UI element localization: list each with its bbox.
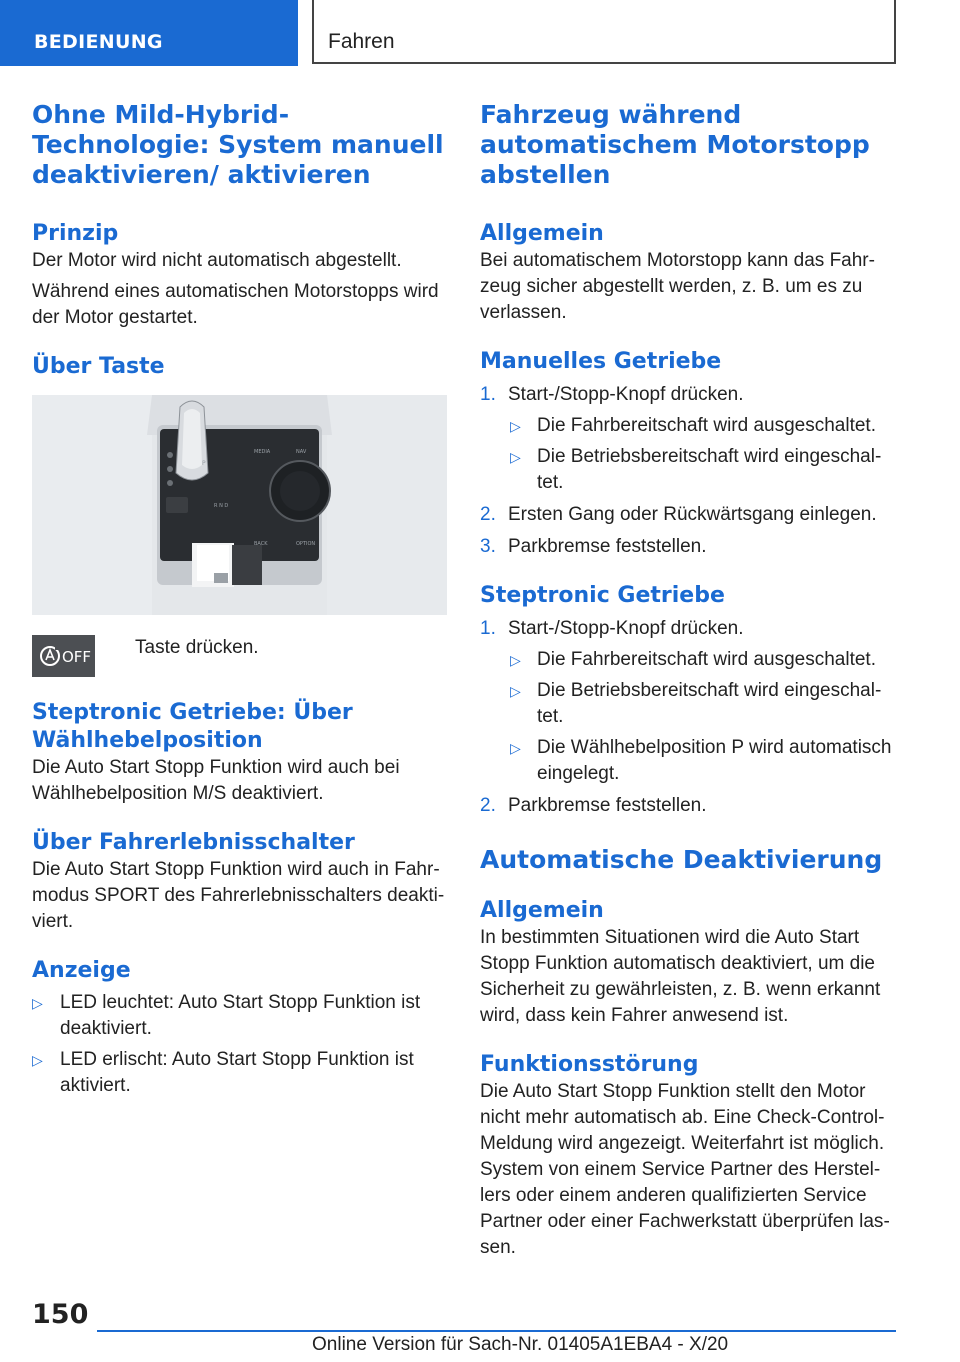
footer-version-link[interactable]: Online Version für Sach-Nr. 01405A1EBA4 - X/20 <box>312 1334 729 1355</box>
list-item-text: LED erlischt: Auto Start Stopp Funktion ist aktiviert. <box>60 1049 414 1096</box>
heading-fahrerlebnisschalter: Über Fahrerlebnisschalter <box>32 830 355 855</box>
sub-item-text: Die Fahrbereitschaft wird ausgeschaltet. <box>537 415 876 436</box>
list-item <box>32 990 450 1042</box>
gear-selector-photo <box>32 395 447 615</box>
svg-text:OPTION: OPTION <box>296 541 316 547</box>
sub-item <box>480 413 898 439</box>
heading-ueber-taste: Über Taste <box>32 354 165 379</box>
paragraph: Die Auto Start Stopp Funktion wird auch bei Wählhebelposition M/S deaktiviert. <box>32 757 400 804</box>
bullet-triangle-icon: ▷ <box>32 1052 43 1068</box>
paragraph: Der Motor wird nicht automatisch abgestellt. <box>32 250 402 271</box>
step-item <box>480 793 898 819</box>
auto-start-stop-off-icon <box>32 635 95 677</box>
step-number: 3. <box>480 536 496 557</box>
step-text: Parkbremse feststellen. <box>508 536 707 557</box>
svg-text:R N D: R N D <box>214 503 229 509</box>
step-item <box>480 616 898 642</box>
list-item-text: LED leuchtet: Auto Start Stopp Funktion ist deaktiviert. <box>60 992 421 1039</box>
sub-item-text: Die Wählhebelposition P wird automatisch eingelegt. <box>537 737 892 784</box>
chapter-tab: Fahren <box>312 0 896 64</box>
step-text: Start-/Stopp-Knopf drücken. <box>508 618 744 639</box>
step-text: Ersten Gang oder Rückwärtsgang einlegen. <box>508 504 877 525</box>
bullet-triangle-icon: ▷ <box>32 995 43 1011</box>
list-item <box>32 1047 450 1099</box>
heading-allgemein: Allgemein <box>480 898 604 923</box>
svg-text:P: P <box>202 460 206 467</box>
paragraph: Während eines automatischen Motorstopps wird der Motor gestartet. <box>32 281 439 328</box>
heading-manuelles-getriebe: Manuelles Getriebe <box>480 349 722 374</box>
paragraph: In bestimmten Situationen wird die Auto Start Stopp Funktion automatisch deaktiviert, um die Sicherheit zu gewährleisten, z. B. wenn erkannt wird, dass kein Fahrer anwesend ist. <box>480 927 881 1026</box>
right-column <box>480 100 898 1261</box>
bullet-triangle-icon: ▷ <box>510 652 521 668</box>
heading-system-deactivate: Ohne Mild-Hybrid-Technologie: System manuell deaktivieren/ aktivieren <box>32 100 444 189</box>
sub-item-text: Die Betriebsbereitschaft wird eingeschaltet. <box>537 680 882 727</box>
sub-item <box>480 678 898 730</box>
svg-text:BACK: BACK <box>254 541 268 547</box>
heading-steptronic-waehlhebel: Steptronic Getriebe: Über Wählhebelposition <box>32 700 353 753</box>
bullet-triangle-icon: ▷ <box>510 418 521 434</box>
sub-item <box>480 444 898 496</box>
paragraph: Taste drücken. <box>135 637 259 658</box>
step-text: Start-/Stopp-Knopf drücken. <box>508 384 744 405</box>
step-number: 1. <box>480 384 496 405</box>
heading-anzeige: Anzeige <box>32 958 131 983</box>
sub-item-text: Die Fahrbereitschaft wird ausgeschaltet. <box>537 649 876 670</box>
heading-automatische-deaktivierung: Automatische Deaktivierung <box>480 845 883 874</box>
step-number: 1. <box>480 618 496 639</box>
paragraph: Die Auto Start Stopp Funktion stellt den Motor nicht mehr automatisch ab. Eine Check-Control-Meldung wird angezeigt. Weiterfahrt ist möglich. System von einem Service Partner des Herstellers oder einem anderen qualifizierten Service Partner oder einer Fachwerkstatt überprüfen lassen. <box>480 1081 890 1258</box>
bullet-triangle-icon: ▷ <box>510 740 521 756</box>
sub-item-text: Die Betriebsbereitschaft wird eingeschaltet. <box>537 446 882 493</box>
sub-item <box>480 735 898 787</box>
step-item <box>480 502 898 528</box>
svg-text:NAV: NAV <box>296 449 307 455</box>
step-item <box>480 382 898 408</box>
section-tab: BEDIENUNG <box>0 0 298 66</box>
bullet-list <box>32 990 450 1099</box>
step-item <box>480 534 898 560</box>
page-number: 150 <box>32 1299 89 1330</box>
step-text: Parkbremse feststellen. <box>508 795 707 816</box>
step-number: 2. <box>480 504 496 525</box>
off-label: OFF <box>62 648 92 666</box>
bullet-triangle-icon: ▷ <box>510 683 521 699</box>
paragraph: Bei automatischem Motorstopp kann das Fahrzeug sicher abgestellt werden, z. B. um es zu verlassen. <box>480 250 875 323</box>
button-instruction <box>32 635 450 677</box>
paragraph: Die Auto Start Stopp Funktion wird auch in Fahrmodus SPORT des Fahrerlebnisschalters deaktiviert. <box>32 859 445 932</box>
step-number: 2. <box>480 795 496 816</box>
bullet-triangle-icon: ▷ <box>510 449 521 465</box>
svg-text:MEDIA: MEDIA <box>254 449 271 455</box>
heading-allgemein: Allgemein <box>480 221 604 246</box>
sub-item <box>480 647 898 673</box>
left-column <box>32 100 450 1099</box>
heading-fahrzeug-abstellen: Fahrzeug während automatischem Motorstopp abstellen <box>480 100 870 189</box>
heading-steptronic-getriebe: Steptronic Getriebe <box>480 583 725 608</box>
heading-funktionsstoerung: Funktionsstörung <box>480 1052 699 1077</box>
heading-prinzip: Prinzip <box>32 221 119 246</box>
